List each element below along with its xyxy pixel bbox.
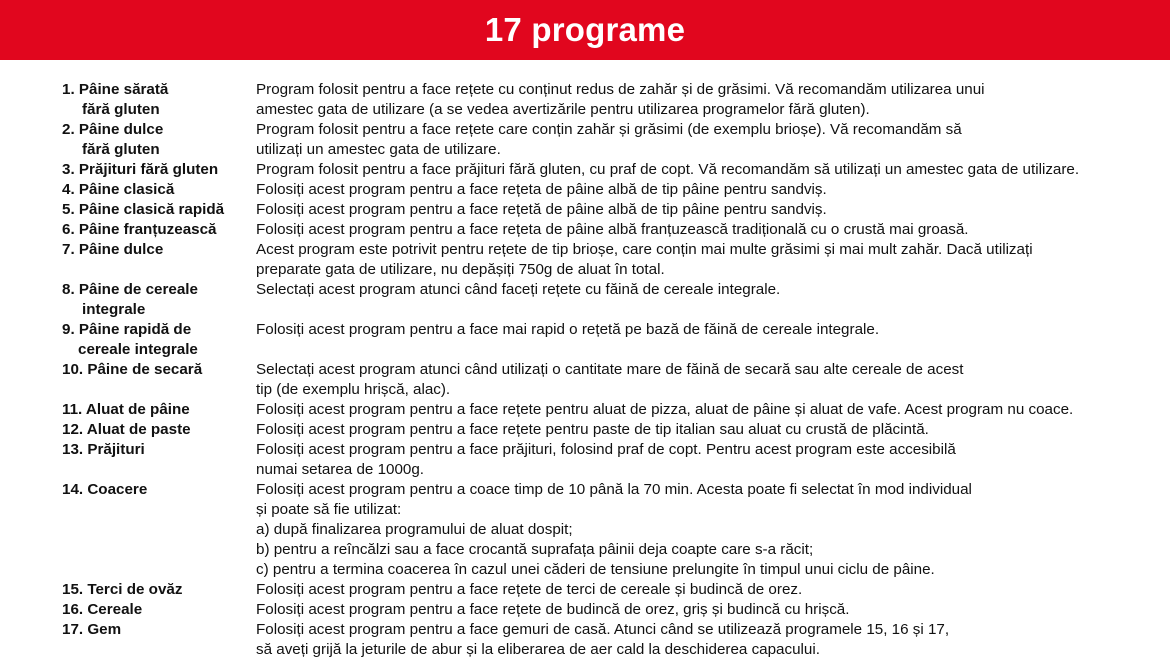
- program-row: [0, 620, 1170, 660]
- program-description-line: Folosiți acest program pentru a face rețeta de pâine albă de tip pâine pentru sandviș.: [256, 181, 827, 198]
- program-row: [0, 200, 1170, 220]
- program-description: [256, 240, 1170, 280]
- program-name: [0, 80, 256, 120]
- program-row: [0, 220, 1170, 240]
- program-name: [0, 200, 256, 220]
- program-name-line: 7. Pâine dulce: [62, 241, 164, 258]
- program-description-line: Program folosit pentru a face rețete care conțin zahăr și grăsimi (de exemplu brioșe). Vă recomandăm să: [256, 121, 962, 138]
- program-name-line: 15. Terci de ovăz: [62, 581, 183, 598]
- program-name-line: 10. Pâine de secară: [62, 361, 203, 378]
- program-name-line: 3. Prăjituri fără gluten: [62, 161, 219, 178]
- program-name: [0, 420, 256, 440]
- program-name: [0, 440, 256, 480]
- program-description: [256, 280, 1170, 320]
- program-description: [256, 320, 1170, 360]
- program-name: [0, 180, 256, 200]
- program-description: [256, 400, 1170, 420]
- program-name-line: fără gluten: [82, 101, 160, 118]
- program-name-line: 16. Cereale: [62, 601, 143, 618]
- program-description-line: Folosiți acest program pentru a face mai rapid o rețetă pe bază de făină de cereale integrale.: [256, 321, 880, 338]
- program-name: [0, 600, 256, 620]
- program-name: [0, 120, 256, 160]
- program-description: [256, 180, 1170, 200]
- program-description-line: și poate să fie utilizat:: [256, 501, 402, 518]
- program-name-line: 2. Pâine dulce: [62, 121, 164, 138]
- program-description-line: c) pentru a termina coacerea în cazul unei căderi de tensiune prelungite în timpul unui ciclu de pâine.: [256, 561, 935, 578]
- program-description-line: Acest program este potrivit pentru rețete de tip brioșe, care conțin mai multe grăsimi și mai mult zahăr. Dacă utilizați: [256, 241, 1033, 258]
- program-name-line: 6. Pâine franțuzească: [62, 221, 217, 238]
- program-name-line: 12. Aluat de paste: [62, 421, 191, 438]
- program-description: [256, 200, 1170, 220]
- program-name: [0, 160, 256, 180]
- program-name: [0, 280, 256, 320]
- program-row: [0, 600, 1170, 620]
- program-description: [256, 220, 1170, 240]
- program-row: [0, 180, 1170, 200]
- program-name-line: 13. Prăjituri: [62, 441, 145, 458]
- program-row: [0, 120, 1170, 160]
- program-description-line: Folosiți acest program pentru a face rețete de budincă de orez, griș și budincă cu hrișcă.: [256, 601, 850, 618]
- program-description-line: utilizați un amestec gata de utilizare.: [256, 141, 501, 158]
- program-description-line: tip (de exemplu hrișcă, alac).: [256, 381, 451, 398]
- program-row: [0, 480, 1170, 580]
- program-description-line: numai setarea de 1000g.: [256, 461, 425, 478]
- program-description-line: preparate gata de utilizare, nu depășiți 750g de aluat în total.: [256, 261, 665, 278]
- program-description-line: Folosiți acest program pentru a face rețete pentru aluat de pizza, aluat de pâine și aluat de vafe. Acest program nu coace.: [256, 401, 1074, 418]
- program-description-line: Folosiți acest program pentru a face rețetă de pâine albă de tip pâine pentru sandviș.: [256, 201, 827, 218]
- program-description-line: amestec gata de utilizare (a se vedea avertizările pentru utilizarea programelor fără gluten).: [256, 101, 870, 118]
- program-row: [0, 580, 1170, 600]
- program-row: [0, 280, 1170, 320]
- program-description-line: a) după finalizarea programului de aluat dospit;: [256, 521, 573, 538]
- program-description-line: Program folosit pentru a face prăjituri fără gluten, cu praf de copt. Vă recomandăm să utilizați un amestec gata de utilizare.: [256, 161, 1080, 178]
- program-description: [256, 160, 1170, 180]
- program-description: [256, 120, 1170, 160]
- program-description-line: Folosiți acest program pentru a face prăjituri, folosind praf de copt. Pentru acest program este accesibilă: [256, 441, 956, 458]
- program-list: [0, 80, 1170, 660]
- program-description-line: Folosiți acest program pentru a face rețeta de pâine albă franțuzească tradițională cu o crustă mai groasă.: [256, 221, 969, 238]
- program-description: [256, 480, 1170, 580]
- program-row: [0, 400, 1170, 420]
- program-name-line: 17. Gem: [62, 621, 122, 638]
- program-description-line: Folosiți acest program pentru a face gemuri de casă. Atunci când se utilizează programele 15, 16 și 17,: [256, 621, 950, 638]
- program-row: [0, 420, 1170, 440]
- program-name-line: 11. Aluat de pâine: [62, 401, 190, 418]
- program-description: [256, 80, 1170, 120]
- program-name-line: cereale integrale: [78, 341, 198, 358]
- header-banner: [0, 0, 1170, 60]
- program-name: [0, 480, 256, 580]
- program-name-line: 5. Pâine clasică rapidă: [62, 201, 225, 218]
- program-description: [256, 420, 1170, 440]
- program-name: [0, 320, 256, 360]
- program-description-line: Selectați acest program atunci când utilizați o cantitate mare de făină de secară sau alte cereale de acest: [256, 361, 964, 378]
- program-description: [256, 620, 1170, 660]
- program-description: [256, 440, 1170, 480]
- program-name-line: 14. Coacere: [62, 481, 148, 498]
- program-description-line: Folosiți acest program pentru a face rețete pentru paste de tip italian sau aluat cu crustă de plăcintă.: [256, 421, 929, 438]
- program-name: [0, 620, 256, 660]
- program-name: [0, 360, 256, 400]
- program-row: [0, 160, 1170, 180]
- program-description-line: Program folosit pentru a face rețete cu conținut redus de zahăr și de grăsimi. Vă recomandăm utilizarea unui: [256, 81, 985, 98]
- program-row: [0, 240, 1170, 280]
- program-name-line: 8. Pâine de cereale: [62, 281, 198, 298]
- program-description: [256, 360, 1170, 400]
- program-row: [0, 320, 1170, 360]
- program-name-line: integrale: [82, 301, 146, 318]
- program-description-line: să aveți grijă la jeturile de abur și la eliberarea de aer cald la deschiderea capacului.: [256, 641, 820, 658]
- program-description-line: Selectați acest program atunci când faceți rețete cu făină de cereale integrale.: [256, 281, 781, 298]
- program-name-line: fără gluten: [82, 141, 160, 158]
- program-description: [256, 600, 1170, 620]
- program-row: [0, 360, 1170, 400]
- program-name: [0, 220, 256, 240]
- page-title: 17 programe: [484, 11, 686, 48]
- program-description-line: b) pentru a reîncălzi sau a face crocantă suprafața pâinii deja coapte care s-a răcit;: [256, 541, 814, 558]
- program-name-line: 1. Pâine sărată: [62, 81, 169, 98]
- program-description: [256, 580, 1170, 600]
- program-row: [0, 440, 1170, 480]
- program-name: [0, 400, 256, 420]
- program-description-line: Folosiți acest program pentru a face rețete de terci de cereale și budincă de orez.: [256, 581, 803, 598]
- program-name: [0, 580, 256, 600]
- program-name-line: 9. Pâine rapidă de: [62, 321, 192, 338]
- program-description-line: Folosiți acest program pentru a coace timp de 10 până la 70 min. Acesta poate fi selectat în mod individual: [256, 481, 972, 498]
- program-name-line: 4. Pâine clasică: [62, 181, 175, 198]
- program-name: [0, 240, 256, 280]
- program-row: [0, 80, 1170, 120]
